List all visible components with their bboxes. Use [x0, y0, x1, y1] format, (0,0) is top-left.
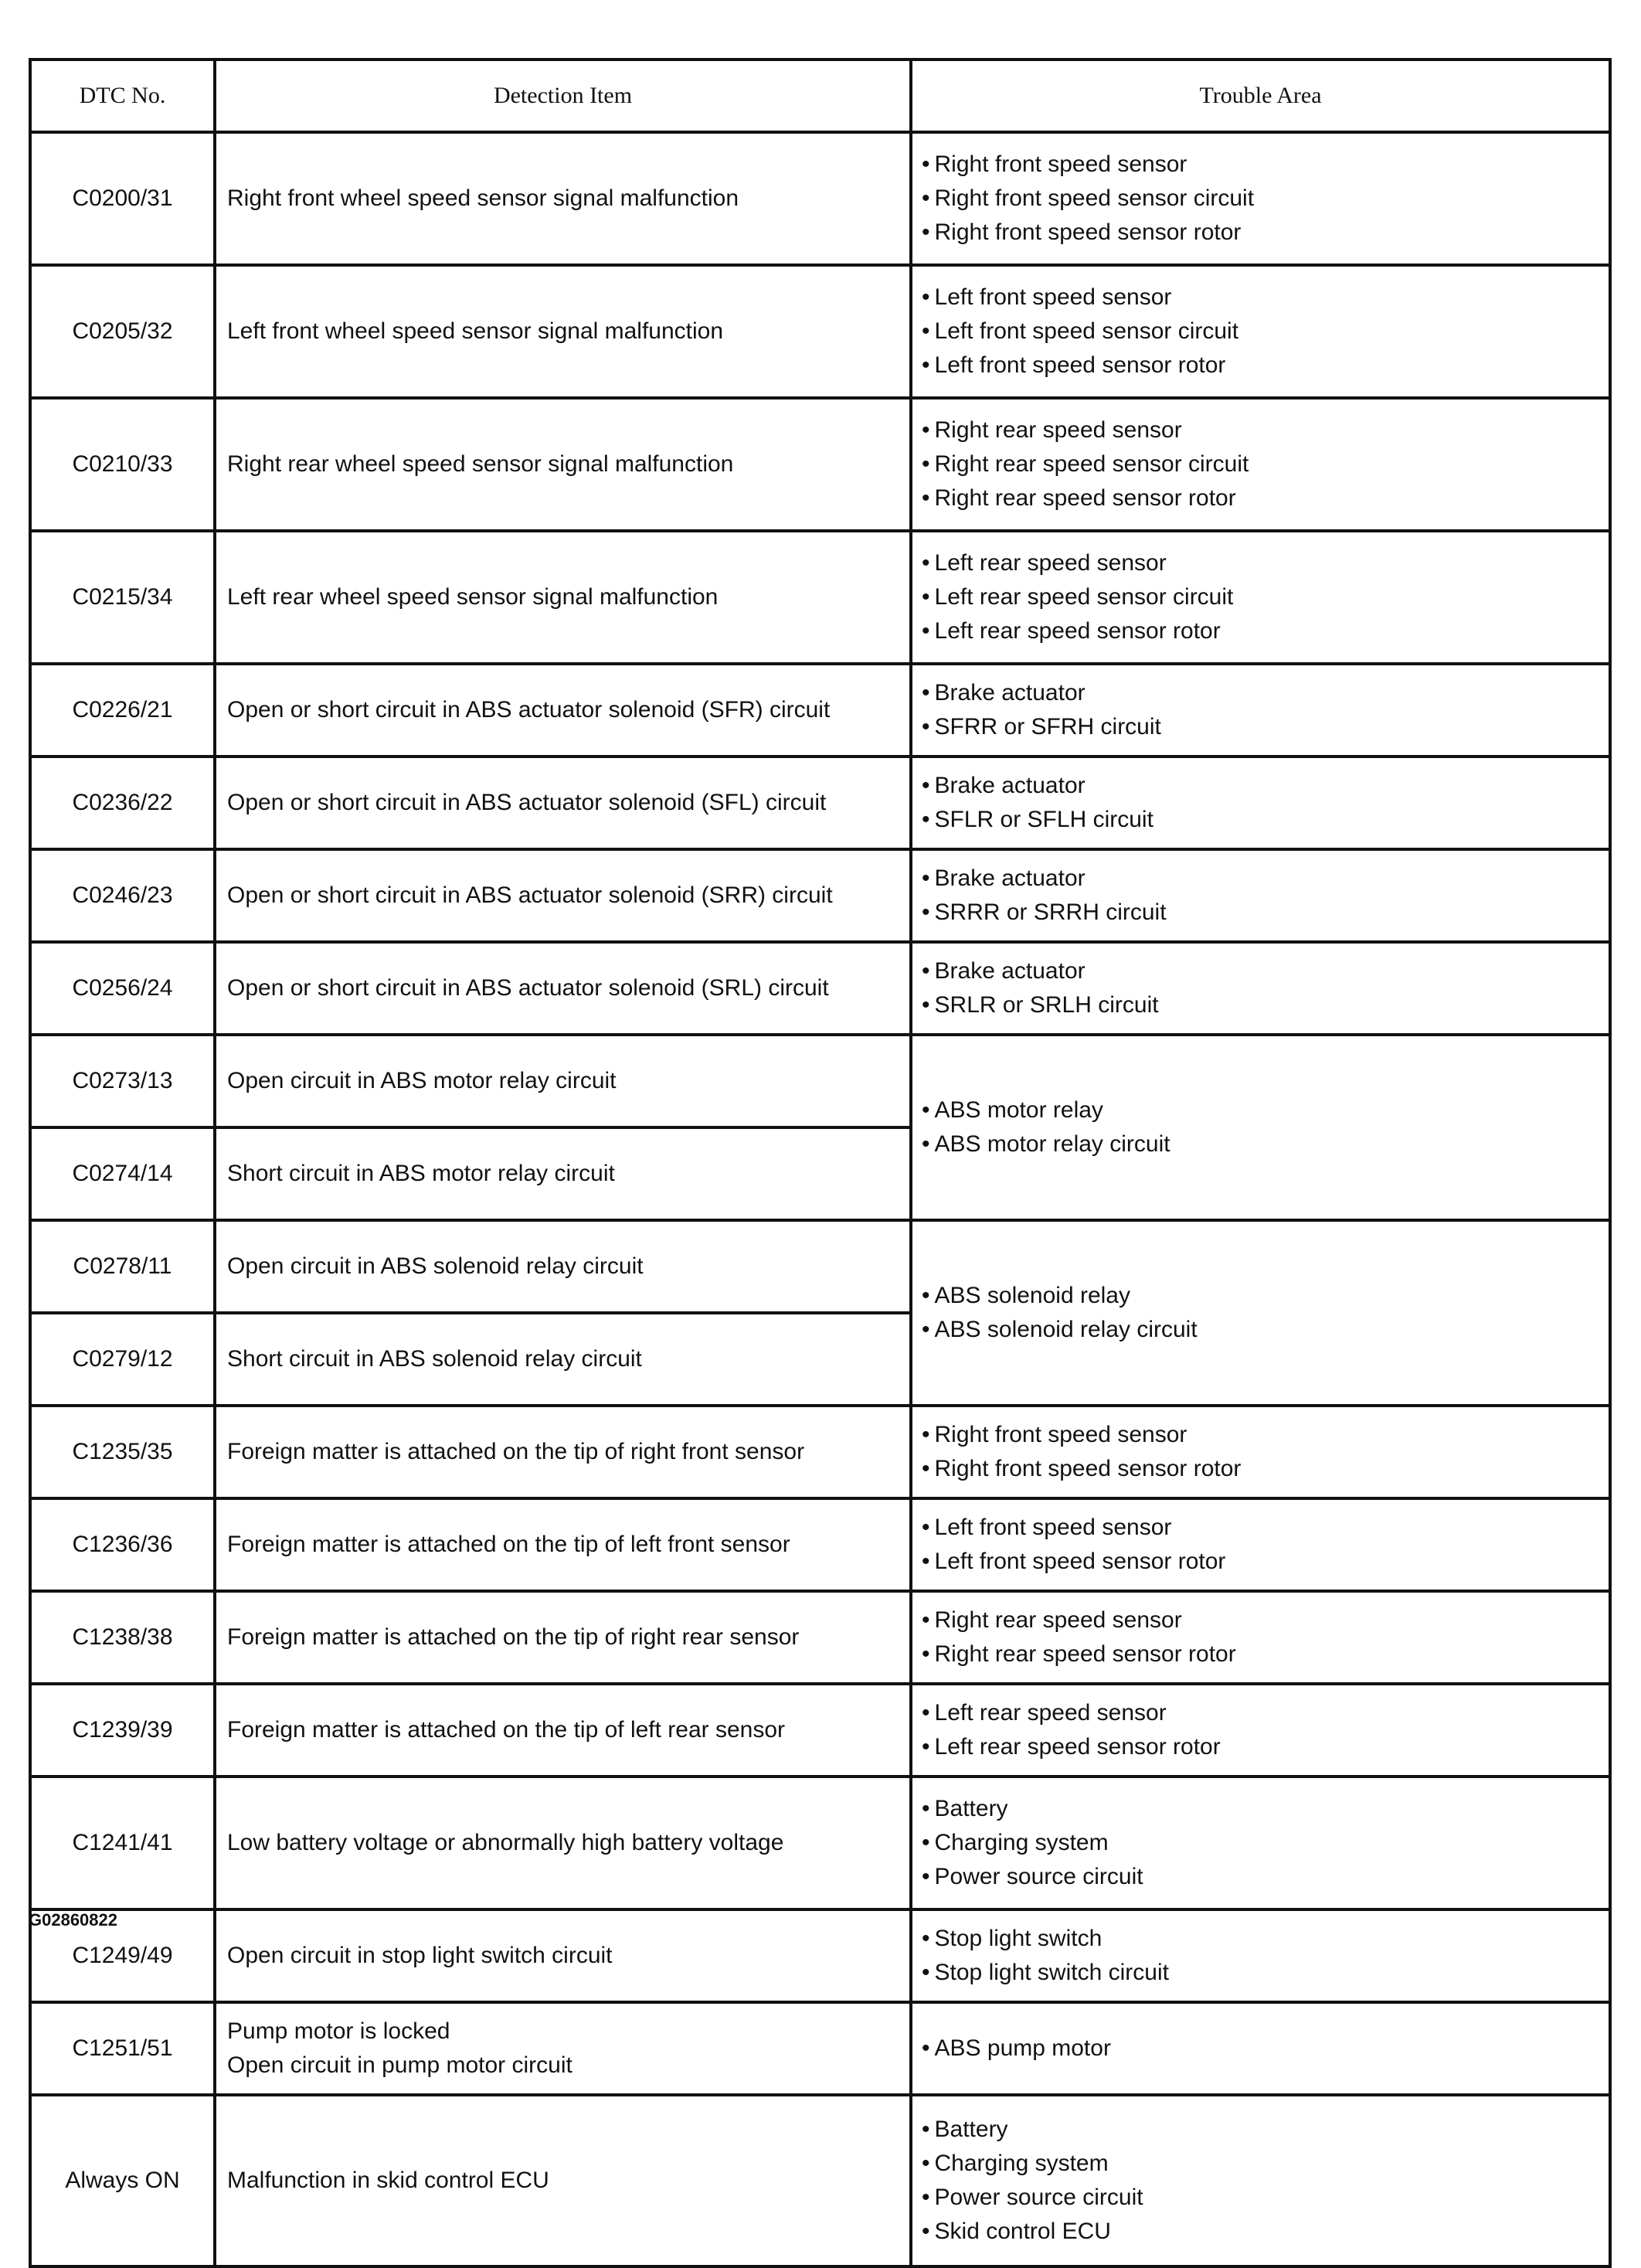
trouble-area-cell [911, 1498, 1610, 1591]
detection-item-cell [215, 1498, 911, 1591]
table-row [30, 1777, 1610, 1909]
table-row [30, 1684, 1610, 1777]
detection-item-cell [215, 1909, 911, 2002]
header-trouble-area: Trouble Area [911, 60, 1610, 132]
trouble-area-cell [911, 757, 1610, 849]
dtc-table [29, 58, 1612, 2268]
table-row [30, 1220, 1610, 1313]
trouble-area-item: • ABS motor relay [922, 1093, 1609, 1127]
trouble-area-item: • Right rear speed sensor [922, 413, 1609, 447]
dtc-cell: C1241/41 [30, 1777, 215, 1909]
dtc-cell: C1249/49 [30, 1909, 215, 2002]
trouble-area-item: • SRRR or SRRH circuit [922, 896, 1609, 930]
trouble-area-item: • Brake actuator [922, 769, 1609, 803]
dtc-cell: C0205/32 [30, 265, 215, 398]
detection-item-line: Pump motor is locked [227, 2018, 450, 2044]
detection-item-cell [215, 2095, 911, 2266]
trouble-area-item: • Brake actuator [922, 954, 1609, 988]
trouble-area-item: • Left front speed sensor [922, 1511, 1609, 1545]
dtc-cell: C0226/21 [30, 664, 215, 757]
trouble-area-cell [911, 1035, 1610, 1220]
detection-item-cell [215, 1684, 911, 1777]
detection-item-cell [215, 1127, 911, 1220]
detection-item-line: Right front wheel speed sensor signal malfunction [227, 185, 739, 211]
detection-item-cell [215, 1406, 911, 1498]
detection-item-cell [215, 132, 911, 265]
detection-item-line: Foreign matter is attached on the tip of right rear sensor [227, 1624, 800, 1650]
trouble-area-cell [911, 2002, 1610, 2095]
table-row [30, 1498, 1610, 1591]
trouble-area-item: • Left rear speed sensor [922, 546, 1609, 580]
detection-item-line: Open or short circuit in ABS actuator solenoid (SRL) circuit [227, 975, 829, 1001]
trouble-area-cell [911, 1684, 1610, 1777]
dtc-cell: C1236/36 [30, 1498, 215, 1591]
dtc-cell: Always ON [30, 2095, 215, 2266]
detection-item-line: Malfunction in skid control ECU [227, 2168, 549, 2193]
figure-id: G02860822 [29, 1910, 117, 1930]
table-row [30, 398, 1610, 531]
detection-item-line: Short circuit in ABS solenoid relay circuit [227, 1346, 642, 1372]
trouble-area-item: • Brake actuator [922, 676, 1609, 710]
trouble-area-item: • Right front speed sensor circuit [922, 182, 1609, 216]
detection-item-line: Right rear wheel speed sensor signal malfunction [227, 451, 734, 477]
trouble-area-cell [911, 1406, 1610, 1498]
trouble-area-item: • Right rear speed sensor rotor [922, 481, 1609, 515]
detection-item-line: Open circuit in stop light switch circuit [227, 1943, 613, 1968]
dtc-cell: C0278/11 [30, 1220, 215, 1313]
trouble-area-cell [911, 1777, 1610, 1909]
table-row [30, 531, 1610, 664]
dtc-cell: C1235/35 [30, 1406, 215, 1498]
trouble-area-item: • Right front speed sensor [922, 1418, 1609, 1452]
trouble-area-cell [911, 132, 1610, 265]
trouble-area-item: • Right rear speed sensor [922, 1603, 1609, 1637]
detection-item-cell [215, 1035, 911, 1127]
trouble-area-item: • Power source circuit [922, 1860, 1609, 1894]
trouble-area-cell [911, 2095, 1610, 2266]
detection-item-line: Open circuit in pump motor circuit [227, 2052, 572, 2078]
trouble-area-cell [911, 1220, 1610, 1406]
trouble-area-item: • Left rear speed sensor circuit [922, 580, 1609, 614]
detection-item-cell [215, 1591, 911, 1684]
trouble-area-cell [911, 942, 1610, 1035]
trouble-area-item: • Power source circuit [922, 2181, 1609, 2215]
detection-item-line: Open or short circuit in ABS actuator solenoid (SFL) circuit [227, 790, 827, 815]
detection-item-line: Open circuit in ABS solenoid relay circuit [227, 1253, 644, 1279]
dtc-cell: C1239/39 [30, 1684, 215, 1777]
trouble-area-item: • Charging system [922, 2147, 1609, 2181]
trouble-area-item: • Right front speed sensor rotor [922, 216, 1609, 250]
dtc-cell: C0210/33 [30, 398, 215, 531]
trouble-area-item: • Right rear speed sensor circuit [922, 447, 1609, 481]
trouble-area-item: • Right front speed sensor [922, 148, 1609, 182]
detection-item-line: Short circuit in ABS motor relay circuit [227, 1161, 615, 1186]
table-row [30, 265, 1610, 398]
table-row [30, 1591, 1610, 1684]
dtc-cell: C0246/23 [30, 849, 215, 942]
trouble-area-item: • ABS solenoid relay [922, 1279, 1609, 1313]
detection-item-cell [215, 265, 911, 398]
trouble-area-item: • Stop light switch [922, 1922, 1609, 1956]
dtc-cell: C0215/34 [30, 531, 215, 664]
detection-item-cell [215, 757, 911, 849]
trouble-area-cell [911, 398, 1610, 531]
detection-item-cell [215, 398, 911, 531]
trouble-area-item: • Charging system [922, 1826, 1609, 1860]
detection-item-cell [215, 531, 911, 664]
table-body [30, 132, 1610, 2266]
detection-item-cell [215, 664, 911, 757]
dtc-cell: C0279/12 [30, 1313, 215, 1406]
trouble-area-item: • ABS solenoid relay circuit [922, 1313, 1609, 1347]
trouble-area-item: • Right front speed sensor rotor [922, 1452, 1609, 1486]
trouble-area-item: • SFRR or SFRH circuit [922, 710, 1609, 744]
table-row [30, 1035, 1610, 1127]
trouble-area-item: • Right rear speed sensor rotor [922, 1637, 1609, 1671]
header-dtc: DTC No. [30, 60, 215, 132]
trouble-area-cell [911, 1909, 1610, 2002]
trouble-area-item: • Left rear speed sensor rotor [922, 614, 1609, 648]
trouble-area-item: • Brake actuator [922, 862, 1609, 896]
detection-item-line: Open circuit in ABS motor relay circuit [227, 1068, 617, 1093]
table-row [30, 2095, 1610, 2266]
detection-item-cell [215, 1777, 911, 1909]
trouble-area-item: • Left front speed sensor rotor [922, 349, 1609, 383]
trouble-area-item: • Stop light switch circuit [922, 1956, 1609, 1990]
dtc-cell: C0200/31 [30, 132, 215, 265]
table-row [30, 664, 1610, 757]
detection-item-cell [215, 1313, 911, 1406]
detection-item-line: Open or short circuit in ABS actuator solenoid (SFR) circuit [227, 697, 831, 723]
detection-item-line: Foreign matter is attached on the tip of left rear sensor [227, 1717, 786, 1743]
trouble-area-item: • Left rear speed sensor rotor [922, 1730, 1609, 1764]
detection-item-line: Low battery voltage or abnormally high battery voltage [227, 1830, 784, 1855]
dtc-cell: C1238/38 [30, 1591, 215, 1684]
trouble-area-item: • Battery [922, 1792, 1609, 1826]
header-detection-item: Detection Item [215, 60, 911, 132]
trouble-area-cell [911, 849, 1610, 942]
table-row [30, 132, 1610, 265]
dtc-cell: C1251/51 [30, 2002, 215, 2095]
trouble-area-item: • ABS motor relay circuit [922, 1127, 1609, 1161]
detection-item-cell [215, 2002, 911, 2095]
detection-item-line: Foreign matter is attached on the tip of right front sensor [227, 1439, 805, 1464]
table-row [30, 757, 1610, 849]
detection-item-line: Left front wheel speed sensor signal malfunction [227, 318, 724, 344]
detection-item-cell [215, 1220, 911, 1313]
detection-item-line: Open or short circuit in ABS actuator solenoid (SRR) circuit [227, 882, 833, 908]
trouble-area-item: • Left front speed sensor circuit [922, 315, 1609, 349]
trouble-area-item: • Skid control ECU [922, 2215, 1609, 2249]
trouble-area-item: • Left rear speed sensor [922, 1696, 1609, 1730]
trouble-area-item: • ABS pump motor [922, 2032, 1609, 2066]
dtc-cell: C0236/22 [30, 757, 215, 849]
trouble-area-cell [911, 265, 1610, 398]
trouble-area-cell [911, 531, 1610, 664]
header-row [30, 60, 1610, 132]
dtc-cell: C0274/14 [30, 1127, 215, 1220]
table-row [30, 1406, 1610, 1498]
detection-item-cell [215, 942, 911, 1035]
trouble-area-item: • Left front speed sensor rotor [922, 1545, 1609, 1579]
detection-item-line: Foreign matter is attached on the tip of left front sensor [227, 1532, 790, 1557]
table-row [30, 849, 1610, 942]
trouble-area-item: • SFLR or SFLH circuit [922, 803, 1609, 837]
table-row [30, 2002, 1610, 2095]
detection-item-line: Left rear wheel speed sensor signal malfunction [227, 584, 719, 610]
dtc-cell: C0256/24 [30, 942, 215, 1035]
table-row [30, 942, 1610, 1035]
trouble-area-item: • Left front speed sensor [922, 281, 1609, 315]
trouble-area-cell [911, 1591, 1610, 1684]
dtc-cell: C0273/13 [30, 1035, 215, 1127]
trouble-area-item: • Battery [922, 2113, 1609, 2147]
detection-item-cell [215, 849, 911, 942]
trouble-area-cell [911, 664, 1610, 757]
table-row [30, 1909, 1610, 2002]
trouble-area-item: • SRLR or SRLH circuit [922, 988, 1609, 1022]
